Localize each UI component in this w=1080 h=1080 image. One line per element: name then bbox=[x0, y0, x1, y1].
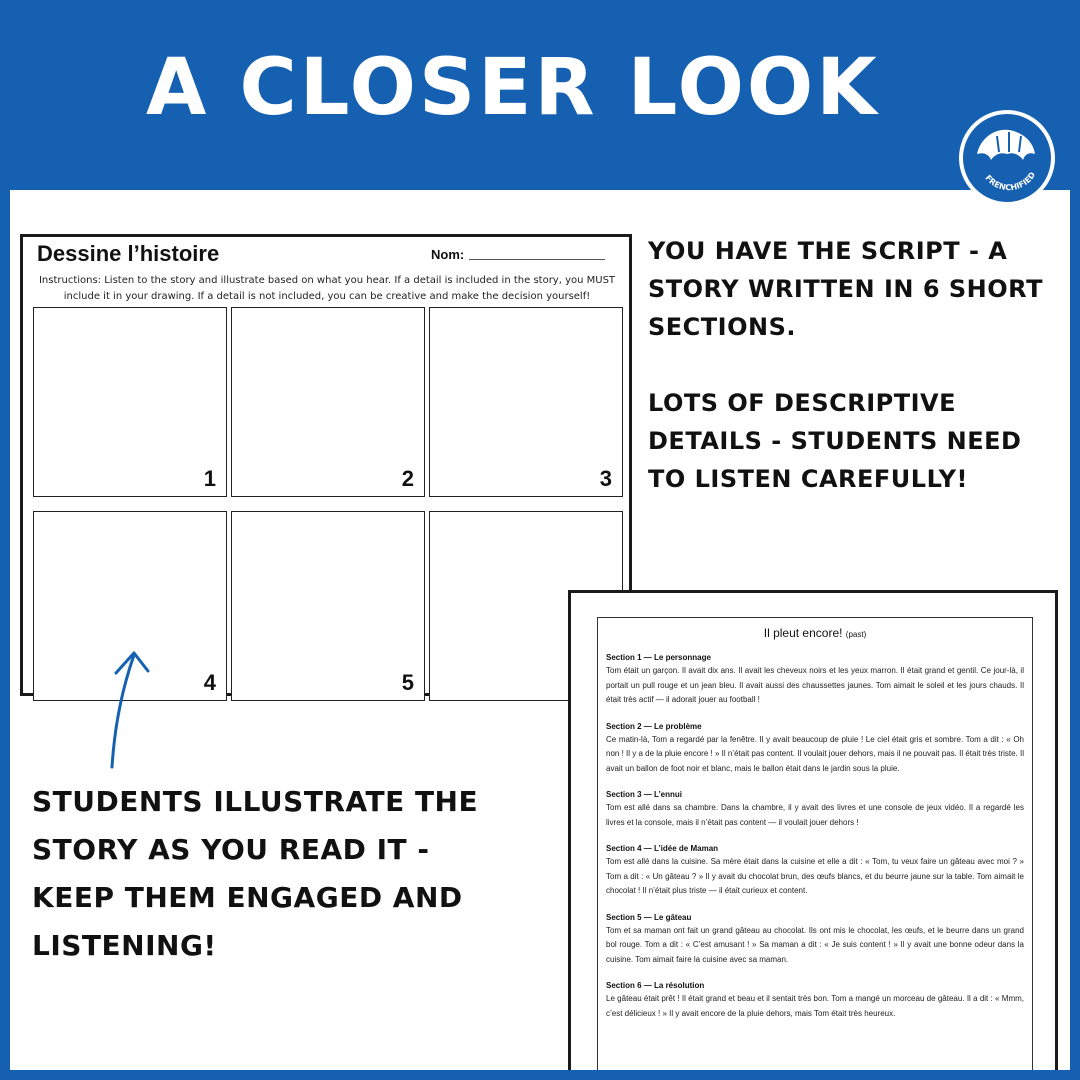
worksheet-preview bbox=[20, 234, 632, 696]
caption-text: STUDENTS ILLUSTRATE THE STORY AS YOU READ IT - KEEP THEM ENGAGED AND LISTENING! bbox=[32, 785, 479, 962]
box-number: 3 bbox=[599, 466, 612, 491]
section-heading: Section 6 — La résolution bbox=[606, 981, 705, 990]
script-page-preview bbox=[568, 590, 1058, 1070]
script-title bbox=[606, 626, 1024, 640]
script-title-note: (past) bbox=[845, 630, 867, 639]
section-heading: Section 1 — Le personnage bbox=[606, 653, 711, 662]
section-body: Tom est allé dans sa chambre. Dans la chambre, il y avait des livres et une console de jeux vidéo. Il a regardé les livres et la console, mais il n’était pas content — il voulait jouer dehors ! bbox=[606, 803, 1024, 827]
section-heading: Section 5 — Le gâteau bbox=[606, 912, 692, 922]
frenchified-logo bbox=[959, 110, 1055, 206]
script-section bbox=[606, 843, 1024, 899]
section-body: Tom et sa maman ont fait un grand gâteau au chocolat. Ils ont mis le chocolat, les œufs, et le beurre dans un grand bol rouge. Tom a dit : « C’est amusant ! » Sa maman a dit : « Je suis content ! » Il y avait une bonne odeur dans la cuisine. Tom aimait faire la cuisine avec sa maman. bbox=[606, 925, 1024, 964]
section-body: Tom était un garçon. Il avait dix ans. Il avait les cheveux noirs et les yeux marron. Il était grand et gentil. Ce jour-là, il portait un pull rouge et un jean bleu. Il avait aussi des chaussettes jaunes. Tom aimait le soleil et les jours chauds. Il était très actif — il adorait jouer au football ! bbox=[606, 666, 1024, 704]
box-number: 4 bbox=[203, 670, 216, 695]
box-number: 5 bbox=[401, 670, 414, 695]
drawing-box bbox=[33, 307, 227, 497]
section-body: Tom est allé dans la cuisine. Sa mère était dans la cuisine et elle a dit : « Tom, tu veux faire un gâteau avec moi ? » Tom a dit : « Un gâteau ? » Il y avait du chocolat brun, des œufs blancs, et du beurre jaune sur la table. Tom aimait le chocolat ! Il n’était plus triste — il était curieux et content. bbox=[606, 857, 1024, 895]
logo-text: FRENCHIFIED bbox=[983, 170, 1038, 193]
croissant-icon bbox=[963, 114, 1051, 202]
section-heading: Section 4 — L’idée de Maman bbox=[606, 844, 719, 853]
description-text bbox=[648, 232, 1058, 536]
drawing-box bbox=[231, 511, 425, 701]
section-heading: Section 3 — L’ennui bbox=[606, 790, 683, 799]
script-section bbox=[606, 721, 1024, 777]
content-panel bbox=[10, 190, 1070, 1070]
worksheet-nom-label: Nom: bbox=[431, 247, 465, 262]
script-frame bbox=[597, 617, 1033, 1070]
description-paragraph-2: LOTS OF DESCRIPTIVE DETAILS - STUDENTS NEED TO LISTEN CAREFULLY! bbox=[648, 389, 1022, 493]
worksheet-title: Dessine l’histoire bbox=[37, 241, 220, 266]
section-body: Ce matin-là, Tom a regardé par la fenêtre. Il y avait beaucoup de pluie ! Le ciel était gris et sombre. Tom a dit : « Oh non ! Il y a de la pluie encore ! » Il n’était pas content. Il voulait jouer dehors, mais il ne pouvait pas. Il était très triste. Il avait un ballon de foot noir et blanc, mais le ballon était dans le jardin sous la pluie. bbox=[606, 734, 1024, 773]
section-heading: Section 2 — Le problème bbox=[606, 721, 702, 731]
section-body: Le gâteau était prêt ! Il était grand et beau et il sentait très bon. Tom a mangé un morceau de gâteau. Il a dit : « Mmm, c’est délicieux ! » Il y avait encore de la pluie dehors, mais Tom était très heureux. bbox=[606, 994, 1024, 1018]
svg-text:FRENCHIFIED bbox=[983, 170, 1037, 192]
page-title: A CLOSER LOOK bbox=[146, 43, 880, 133]
box-number: 2 bbox=[401, 466, 414, 491]
pointer-arrow-icon bbox=[100, 645, 180, 775]
drawing-box bbox=[429, 307, 623, 497]
script-section bbox=[606, 652, 1024, 708]
script-section bbox=[606, 980, 1024, 1021]
script-section bbox=[606, 789, 1024, 830]
worksheet-nom-line bbox=[469, 259, 605, 260]
box-number: 1 bbox=[203, 466, 216, 491]
description-paragraph-1: YOU HAVE THE SCRIPT - A STORY WRITTEN IN 6 SHORT SECTIONS. bbox=[648, 237, 1043, 341]
script-title-text: Il pleut encore! bbox=[763, 626, 843, 640]
drawing-box bbox=[231, 307, 425, 497]
worksheet-instructions: Instructions: Listen to the story and illustrate based on what you hear. If a detail is included in the story, you MUST include it in your drawing. If a detail is not included, you can be creative and make the decision yourself! bbox=[38, 275, 616, 302]
script-section bbox=[606, 912, 1024, 968]
